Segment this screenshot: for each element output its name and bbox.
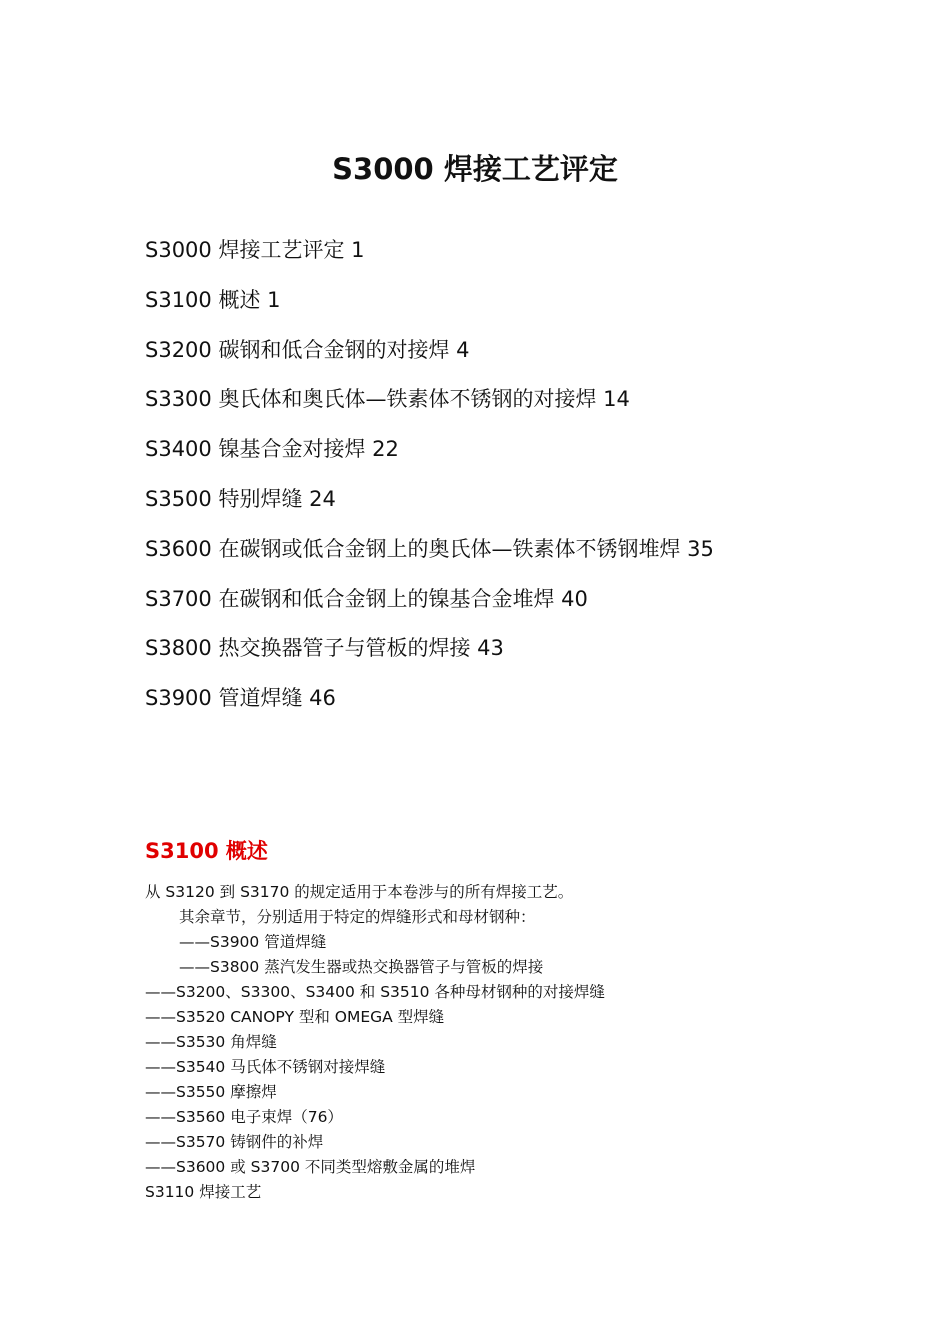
toc-item-s3200[interactable]: S3200 碳钢和低合金钢的对接焊 4 (145, 337, 470, 362)
toc-item-s3800[interactable]: S3800 热交换器管子与管板的焊接 43 (145, 636, 504, 661)
section-body (145, 880, 605, 1205)
toc-item-s3400[interactable]: S3400 镍基合金对接焊 22 (145, 437, 399, 462)
subsection-title: S3110 焊接工艺 (145, 1183, 262, 1201)
list-item: ——S3900 管道焊缝 (179, 933, 327, 951)
list-item: ——S3520 CANOPY 型和 OMEGA 型焊缝 (145, 1008, 445, 1026)
toc-item-s3000[interactable]: S3000 焊接工艺评定 1 (145, 238, 365, 262)
list-item: ——S3560 电子束焊（76） (145, 1108, 343, 1126)
body-paragraph: 从 S3120 到 S3170 的规定适用于本卷涉与的所有焊接工艺。 (145, 883, 574, 901)
list-item: ——S3530 角焊缝 (145, 1033, 277, 1051)
page-title: S3000 焊接工艺评定 (332, 152, 618, 187)
list-item: ——S3800 蒸汽发生器或热交换器管子与管板的焊接 (179, 958, 544, 976)
list-item: ——S3540 马氏体不锈钢对接焊缝 (145, 1058, 386, 1076)
list-item: ——S3200、S3300、S3400 和 S3510 各种母材钢种的对接焊缝 (145, 983, 605, 1001)
toc-item-s3600[interactable]: S3600 在碳钢或低合金钢上的奥氏体—铁素体不锈钢堆焊 35 (145, 536, 714, 561)
body-paragraph: 其余章节，分别适用于特定的焊缝形式和母材钢种： (179, 908, 536, 926)
toc-item-s3300[interactable]: S3300 奥氏体和奥氏体—铁素体不锈钢的对接焊 14 (145, 387, 630, 412)
section-heading-s3100: S3100 概述 (145, 839, 268, 863)
list-item: ——S3550 摩擦焊 (145, 1083, 277, 1101)
table-of-contents (145, 230, 714, 728)
list-item: ——S3600 或 S3700 不同类型熔敷金属的堆焊 (145, 1158, 476, 1176)
toc-item-s3100[interactable]: S3100 概述 1 (145, 287, 281, 312)
toc-item-s3900[interactable]: S3900 管道焊缝 46 (145, 686, 336, 711)
list-item: ——S3570 铸钢件的补焊 (145, 1133, 324, 1151)
toc-item-s3500[interactable]: S3500 特别焊缝 24 (145, 486, 336, 511)
toc-item-s3700[interactable]: S3700 在碳钢和低合金钢上的镍基合金堆焊 40 (145, 586, 588, 611)
